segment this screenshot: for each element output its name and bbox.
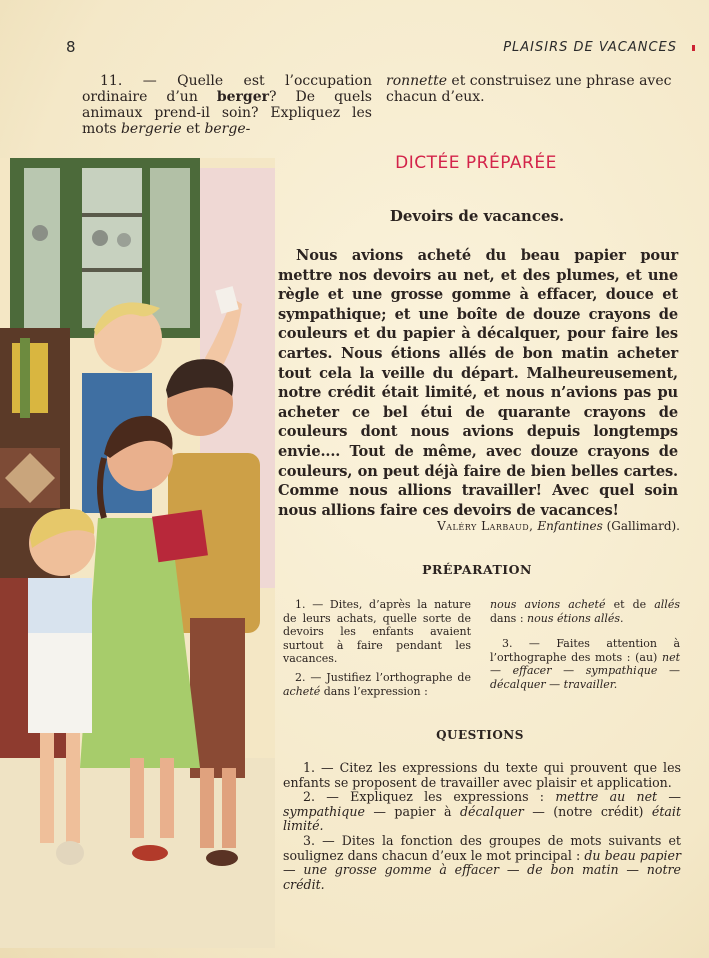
dictee-paragraph: Nous avions acheté du beau papier pour mettre nos devoirs au net, et des plumes, et une règle et une grosse gomme à effacer, douce et sympathique; et une boîte de douze crayons de couleurs et du papier à décalquer, pour faire les cartes. Nous étions allés de bon matin acheter tout cela la veille du départ. Malheureusement, notre crédit était limité, et nous n’avions pas pu acheter ce bel étui de quarante crayons de couleurs dont nous avions depuis longtemps envie.... Tout de même, avec douze crayons de couleurs, on peut déjà faire de bien belles cartes. Comme nous allions travailler! Avec quel soin nous allions faire ces devoirs de vacances! [278, 247, 678, 519]
questions-list [283, 761, 681, 892]
question-3: 3. — Dites la fonction des groupes de mots suivants et soulignez dans chacun d’eux le mot principal : du beau papier — une grosse gomme à effacer — de bon matin — notre crédit. [283, 832, 681, 892]
publisher: (Gallimard). [606, 519, 680, 533]
question-1: 1. — Citez les expressions du texte qui prouvent que les enfants se proposent de travailler avec plaisir et application. [283, 760, 681, 790]
question-11-right: ronnette et construisez une phrase avec chacun d’eux. [386, 73, 672, 105]
prep-item-1: 1. — Dites, d’après la nature de leurs achats, quelle sorte de devoirs les enfants avaient surtout à faire pendant les vacances. [283, 598, 471, 666]
dictee-text [278, 246, 678, 520]
page-number: 8 [66, 38, 76, 56]
small-boy-shirt [28, 578, 92, 638]
corner-mark [692, 45, 695, 51]
question-11-left: 11. — Quelle est l’occupation ordinaire d’un berger? De quels animaux prend-il soin? Expliquez les mots bergerie et berge- [82, 73, 372, 137]
section-title: DICTÉE PRÉPARÉE [395, 153, 557, 173]
preparation-right-column: nous avions acheté et de allés dans : nous étions allés. 3. — Faites attention à l’orthographe des mots : (au) net — effacer — sympathique — décalquer — travailler. [490, 598, 680, 691]
question-2: 2. — Expliquez les expressions : mettre au net — sympathique — papier à décalquer — (notre crédit) était limité. [283, 789, 682, 834]
questions-heading: QUESTIONS [436, 728, 524, 742]
running-title: PLAISIRS DE VACANCES [503, 40, 677, 55]
preparation-heading: PRÉPARATION [422, 562, 532, 577]
attribution [380, 519, 680, 533]
q11-number: 11. — [100, 73, 157, 89]
prep-item-3: 3. — Faites attention à l’orthographe des mots : (au) net — effacer — sympathique — décalquer — travailler. [490, 637, 680, 691]
preparation-left-column [283, 598, 471, 703]
children-illustration [0, 158, 275, 948]
prep-item-2: 2. — Justifiez l’orthographe de acheté dans l’expression : [283, 670, 471, 698]
work-title: Enfantines [537, 519, 603, 533]
dictee-title: Devoirs de vacances. [389, 207, 565, 225]
author: Valéry Larbaud, [437, 519, 534, 533]
